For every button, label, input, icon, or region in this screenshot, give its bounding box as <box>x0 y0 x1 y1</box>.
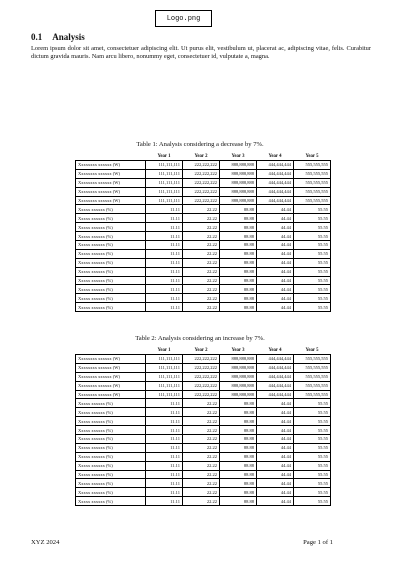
table-row <box>76 258 331 267</box>
row-label: Xxxxxxxx xxxxxx (W) <box>76 178 146 187</box>
row-label: Xxxxx xxxxxx (%) <box>76 303 146 312</box>
table-cell: 222,222,222 <box>183 372 220 381</box>
table-cell: 222,222,222 <box>183 355 220 364</box>
table-cell: 111,111,111 <box>146 161 183 170</box>
table-cell: 444,444,444 <box>257 390 294 399</box>
column-header <box>76 346 146 355</box>
table-row <box>76 249 331 258</box>
table-cell: 44.44 <box>257 435 294 444</box>
table-cell: 111,111,111 <box>146 196 183 205</box>
table-row <box>76 214 331 223</box>
table-cell: 55.55 <box>294 479 331 488</box>
row-label: Xxxxxxxx xxxxxx (W) <box>76 196 146 205</box>
table-cell: 88.88 <box>220 241 257 250</box>
table-cell: 111,111,111 <box>146 363 183 372</box>
row-label: Xxxxx xxxxxx (%) <box>76 417 146 426</box>
table-cell: 11.11 <box>146 249 183 258</box>
table-cell: 88.88 <box>220 417 257 426</box>
row-label: Xxxxxxxx xxxxxx (W) <box>76 187 146 196</box>
table-cell: 222,222,222 <box>183 381 220 390</box>
table-row <box>76 205 331 214</box>
table-cell: 88.88 <box>220 497 257 506</box>
table-cell: 55.55 <box>294 249 331 258</box>
table-cell: 55.55 <box>294 408 331 417</box>
row-label: Xxxxx xxxxxx (%) <box>76 294 146 303</box>
row-label: Xxxxxxxx xxxxxx (W) <box>76 355 146 364</box>
table-cell: 55.55 <box>294 497 331 506</box>
table-cell: 111,111,111 <box>146 372 183 381</box>
table-cell: 55.55 <box>294 205 331 214</box>
row-label: Xxxxx xxxxxx (%) <box>76 408 146 417</box>
table-cell: 88.88 <box>220 435 257 444</box>
table-cell: 11.11 <box>146 267 183 276</box>
table-cell: 11.11 <box>146 452 183 461</box>
table-cell: 44.44 <box>257 214 294 223</box>
table-cell: 11.11 <box>146 205 183 214</box>
table-cell: 55.55 <box>294 452 331 461</box>
table-cell: 888,888,888 <box>220 196 257 205</box>
table-cell: 55.55 <box>294 461 331 470</box>
table-row <box>76 408 331 417</box>
table-cell: 222,222,222 <box>183 161 220 170</box>
table-cell: 55.55 <box>294 223 331 232</box>
row-label: Xxxxxxxx xxxxxx (W) <box>76 161 146 170</box>
table-cell: 22.22 <box>183 452 220 461</box>
table-cell: 44.44 <box>257 479 294 488</box>
table-cell: 55.55 <box>294 294 331 303</box>
column-header: Year 5 <box>305 347 319 353</box>
table-cell: 22.22 <box>183 294 220 303</box>
column-header: Year 5 <box>305 153 319 159</box>
table-row <box>76 363 331 372</box>
table-2-block <box>0 335 400 506</box>
table-cell: 22.22 <box>183 232 220 241</box>
table-cell: 22.22 <box>183 205 220 214</box>
table-cell: 11.11 <box>146 408 183 417</box>
row-label: Xxxxxxxx xxxxxx (W) <box>76 381 146 390</box>
table-cell: 88.88 <box>220 285 257 294</box>
table-cell: 888,888,888 <box>220 372 257 381</box>
row-label: Xxxxx xxxxxx (%) <box>76 399 146 408</box>
table-2-caption: Table 2: Analysis considering an increase by 7%. <box>135 335 265 342</box>
table-row <box>76 223 331 232</box>
table-cell: 111,111,111 <box>146 390 183 399</box>
row-label: Xxxxx xxxxxx (%) <box>76 285 146 294</box>
row-label: Xxxxx xxxxxx (%) <box>76 232 146 241</box>
table-cell: 555,555,555 <box>294 355 331 364</box>
table-cell: 88.88 <box>220 443 257 452</box>
table-row <box>76 267 331 276</box>
table-cell: 11.11 <box>146 470 183 479</box>
table-row <box>76 303 331 312</box>
table-cell: 22.22 <box>183 399 220 408</box>
table-cell: 444,444,444 <box>257 363 294 372</box>
table-row <box>76 196 331 205</box>
table-row <box>76 470 331 479</box>
table-cell: 11.11 <box>146 497 183 506</box>
table-cell: 111,111,111 <box>146 178 183 187</box>
table-cell: 555,555,555 <box>294 372 331 381</box>
table-cell: 22.22 <box>183 214 220 223</box>
row-label: Xxxxx xxxxxx (%) <box>76 241 146 250</box>
table-row <box>76 426 331 435</box>
table-cell: 888,888,888 <box>220 381 257 390</box>
table-1-caption: Table 1: Analysis considering a decrease by 7%. <box>136 141 264 148</box>
column-header: Year 3 <box>231 347 245 353</box>
table-cell: 11.11 <box>146 232 183 241</box>
table-cell: 555,555,555 <box>294 161 331 170</box>
table-cell: 11.11 <box>146 461 183 470</box>
table-cell: 22.22 <box>183 276 220 285</box>
row-label: Xxxxx xxxxxx (%) <box>76 479 146 488</box>
table-cell: 222,222,222 <box>183 187 220 196</box>
table-cell: 88.88 <box>220 461 257 470</box>
table-cell: 44.44 <box>257 488 294 497</box>
table-1 <box>75 152 331 312</box>
table-row <box>76 435 331 444</box>
section-heading <box>31 32 85 42</box>
table-cell: 22.22 <box>183 303 220 312</box>
table-cell: 44.44 <box>257 426 294 435</box>
table-cell: 55.55 <box>294 303 331 312</box>
row-label: Xxxxx xxxxxx (%) <box>76 267 146 276</box>
table-cell: 44.44 <box>257 223 294 232</box>
table-cell: 55.55 <box>294 399 331 408</box>
row-label: Xxxxx xxxxxx (%) <box>76 452 146 461</box>
footer-left: XYZ 2024 <box>31 539 60 546</box>
table-cell: 88.88 <box>220 452 257 461</box>
row-label: Xxxxx xxxxxx (%) <box>76 443 146 452</box>
table-cell: 222,222,222 <box>183 196 220 205</box>
table-cell: 88.88 <box>220 249 257 258</box>
table-cell: 888,888,888 <box>220 169 257 178</box>
table-cell: 55.55 <box>294 285 331 294</box>
table-row <box>76 294 331 303</box>
page-number: Page 1 of 1 <box>303 539 333 546</box>
table-cell: 22.22 <box>183 249 220 258</box>
table-cell: 11.11 <box>146 417 183 426</box>
table-cell: 11.11 <box>146 285 183 294</box>
table-cell: 55.55 <box>294 276 331 285</box>
table-cell: 555,555,555 <box>294 363 331 372</box>
table-cell: 11.11 <box>146 223 183 232</box>
table-row <box>76 169 331 178</box>
table-cell: 44.44 <box>257 276 294 285</box>
table-cell: 88.88 <box>220 267 257 276</box>
column-header: Year 4 <box>268 153 282 159</box>
table-cell: 888,888,888 <box>220 178 257 187</box>
table-row <box>76 232 331 241</box>
table-row <box>76 381 331 390</box>
table-cell: 22.22 <box>183 443 220 452</box>
table-cell: 55.55 <box>294 443 331 452</box>
table-cell: 44.44 <box>257 443 294 452</box>
table-cell: 88.88 <box>220 488 257 497</box>
table-row <box>76 417 331 426</box>
table-cell: 888,888,888 <box>220 161 257 170</box>
table-cell: 22.22 <box>183 426 220 435</box>
table-cell: 88.88 <box>220 470 257 479</box>
table-cell: 22.22 <box>183 497 220 506</box>
intro-paragraph: Lorem ipsum dolor sit amet, consectetuer adipiscing elit. Ut purus elit, vestibulum ut, placerat ac, adipiscing vitae, felis. Curabitur dictum gravida mauris. Nam arcu libero, nonummy eget, consectetuer id, vulputate a, magna. <box>31 45 371 60</box>
table-cell: 55.55 <box>294 417 331 426</box>
table-cell: 11.11 <box>146 303 183 312</box>
table-cell: 22.22 <box>183 479 220 488</box>
table-row <box>76 161 331 170</box>
table-cell: 88.88 <box>220 303 257 312</box>
table-cell: 44.44 <box>257 303 294 312</box>
table-cell: 88.88 <box>220 479 257 488</box>
table-cell: 44.44 <box>257 232 294 241</box>
table-cell: 22.22 <box>183 285 220 294</box>
table-cell: 11.11 <box>146 435 183 444</box>
row-label: Xxxxx xxxxxx (%) <box>76 435 146 444</box>
section-title: Analysis <box>52 32 85 42</box>
column-header: Year 2 <box>194 347 208 353</box>
row-label: Xxxxx xxxxxx (%) <box>76 249 146 258</box>
table-cell: 555,555,555 <box>294 381 331 390</box>
table-row <box>76 399 331 408</box>
table-cell: 11.11 <box>146 214 183 223</box>
table-cell: 22.22 <box>183 267 220 276</box>
table-cell: 11.11 <box>146 479 183 488</box>
logo-text: Logo.png <box>166 14 201 23</box>
table-cell: 11.11 <box>146 276 183 285</box>
table-cell: 22.22 <box>183 408 220 417</box>
table-row <box>76 479 331 488</box>
table-cell: 11.11 <box>146 399 183 408</box>
table-cell: 55.55 <box>294 241 331 250</box>
row-label: Xxxxx xxxxxx (%) <box>76 276 146 285</box>
table-cell: 55.55 <box>294 426 331 435</box>
table-cell: 444,444,444 <box>257 169 294 178</box>
table-cell: 888,888,888 <box>220 355 257 364</box>
table-cell: 111,111,111 <box>146 355 183 364</box>
table-cell: 111,111,111 <box>146 187 183 196</box>
table-cell: 11.11 <box>146 241 183 250</box>
table-row <box>76 452 331 461</box>
logo-placeholder <box>155 10 212 27</box>
table-row <box>76 372 331 381</box>
table-cell: 44.44 <box>257 497 294 506</box>
table-cell: 11.11 <box>146 294 183 303</box>
table-cell: 888,888,888 <box>220 187 257 196</box>
table-2 <box>75 346 331 506</box>
table-cell: 88.88 <box>220 223 257 232</box>
table-cell: 88.88 <box>220 276 257 285</box>
section-number: 0.1 <box>31 32 43 42</box>
row-label: Xxxxxxxx xxxxxx (W) <box>76 169 146 178</box>
row-label: Xxxxx xxxxxx (%) <box>76 426 146 435</box>
table-cell: 44.44 <box>257 205 294 214</box>
table-cell: 22.22 <box>183 470 220 479</box>
table-cell: 44.44 <box>257 399 294 408</box>
table-cell: 44.44 <box>257 258 294 267</box>
table-cell: 55.55 <box>294 232 331 241</box>
table-cell: 555,555,555 <box>294 187 331 196</box>
table-cell: 444,444,444 <box>257 381 294 390</box>
table-cell: 11.11 <box>146 426 183 435</box>
table-cell: 222,222,222 <box>183 169 220 178</box>
row-label: Xxxxx xxxxxx (%) <box>76 258 146 267</box>
table-cell: 88.88 <box>220 232 257 241</box>
table-cell: 44.44 <box>257 461 294 470</box>
table-cell: 55.55 <box>294 488 331 497</box>
table-cell: 888,888,888 <box>220 390 257 399</box>
table-row <box>76 461 331 470</box>
row-label: Xxxxx xxxxxx (%) <box>76 223 146 232</box>
table-row <box>76 285 331 294</box>
table-cell: 222,222,222 <box>183 178 220 187</box>
table-row <box>76 488 331 497</box>
table-cell: 555,555,555 <box>294 196 331 205</box>
row-label: Xxxxxxxx xxxxxx (W) <box>76 372 146 381</box>
table-row <box>76 276 331 285</box>
row-label: Xxxxx xxxxxx (%) <box>76 470 146 479</box>
table-cell: 444,444,444 <box>257 178 294 187</box>
table-row <box>76 355 331 364</box>
row-label: Xxxxx xxxxxx (%) <box>76 497 146 506</box>
table-cell: 11.11 <box>146 443 183 452</box>
table-cell: 111,111,111 <box>146 169 183 178</box>
table-cell: 44.44 <box>257 241 294 250</box>
table-1-block <box>0 141 400 312</box>
table-cell: 444,444,444 <box>257 196 294 205</box>
table-cell: 22.22 <box>183 258 220 267</box>
table-cell: 11.11 <box>146 258 183 267</box>
table-cell: 22.22 <box>183 488 220 497</box>
table-header-row <box>76 346 331 355</box>
table-cell: 44.44 <box>257 408 294 417</box>
table-row <box>76 187 331 196</box>
table-cell: 44.44 <box>257 267 294 276</box>
table-cell: 88.88 <box>220 205 257 214</box>
table-cell: 22.22 <box>183 223 220 232</box>
table-cell: 88.88 <box>220 294 257 303</box>
table-row <box>76 497 331 506</box>
table-cell: 444,444,444 <box>257 187 294 196</box>
row-label: Xxxxx xxxxxx (%) <box>76 488 146 497</box>
column-header <box>76 152 146 161</box>
table-cell: 44.44 <box>257 294 294 303</box>
table-cell: 55.55 <box>294 258 331 267</box>
table-cell: 444,444,444 <box>257 372 294 381</box>
table-cell: 88.88 <box>220 399 257 408</box>
table-cell: 888,888,888 <box>220 363 257 372</box>
table-cell: 44.44 <box>257 249 294 258</box>
table-cell: 22.22 <box>183 417 220 426</box>
table-cell: 55.55 <box>294 435 331 444</box>
table-cell: 44.44 <box>257 452 294 461</box>
table-cell: 222,222,222 <box>183 390 220 399</box>
table-cell: 55.55 <box>294 214 331 223</box>
table-cell: 555,555,555 <box>294 178 331 187</box>
table-cell: 88.88 <box>220 426 257 435</box>
table-row <box>76 443 331 452</box>
table-cell: 55.55 <box>294 267 331 276</box>
table-header-row <box>76 152 331 161</box>
table-row <box>76 178 331 187</box>
table-cell: 11.11 <box>146 488 183 497</box>
row-label: Xxxxx xxxxxx (%) <box>76 461 146 470</box>
row-label: Xxxxx xxxxxx (%) <box>76 205 146 214</box>
column-header: Year 3 <box>231 153 245 159</box>
table-cell: 88.88 <box>220 214 257 223</box>
column-header: Year 4 <box>268 347 282 353</box>
table-cell: 22.22 <box>183 241 220 250</box>
table-cell: 555,555,555 <box>294 390 331 399</box>
table-cell: 22.22 <box>183 435 220 444</box>
table-cell: 222,222,222 <box>183 363 220 372</box>
table-cell: 111,111,111 <box>146 381 183 390</box>
table-cell: 55.55 <box>294 470 331 479</box>
row-label: Xxxxxxxx xxxxxx (W) <box>76 390 146 399</box>
column-header: Year 1 <box>157 153 171 159</box>
table-cell: 444,444,444 <box>257 355 294 364</box>
table-cell: 44.44 <box>257 417 294 426</box>
table-cell: 44.44 <box>257 285 294 294</box>
table-cell: 555,555,555 <box>294 169 331 178</box>
column-header: Year 1 <box>157 347 171 353</box>
table-row <box>76 390 331 399</box>
table-row <box>76 241 331 250</box>
table-cell: 88.88 <box>220 258 257 267</box>
table-cell: 44.44 <box>257 470 294 479</box>
table-cell: 88.88 <box>220 408 257 417</box>
table-cell: 444,444,444 <box>257 161 294 170</box>
table-cell: 22.22 <box>183 461 220 470</box>
row-label: Xxxxx xxxxxx (%) <box>76 214 146 223</box>
row-label: Xxxxxxxx xxxxxx (W) <box>76 363 146 372</box>
column-header: Year 2 <box>194 153 208 159</box>
